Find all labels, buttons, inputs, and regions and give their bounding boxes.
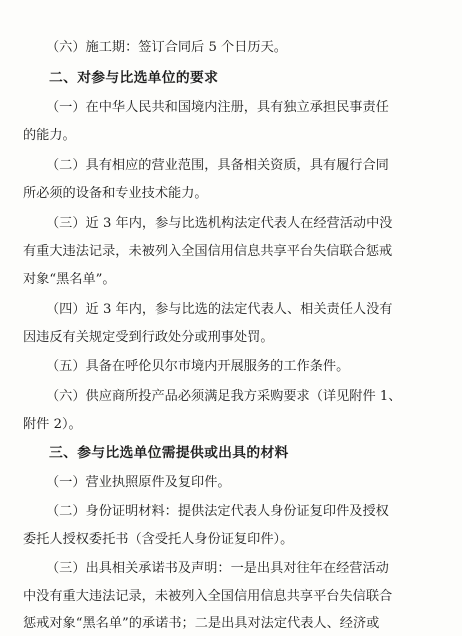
- text-line-req-5: （五）具备在呼伦贝尔市境内开展服务的工作条件。: [46, 359, 350, 374]
- text-line-req-2a: （二）具有相应的营业范围，具备相关资质，具有履行合同: [46, 158, 389, 173]
- text-line-mat-1: （一）营业执照原件及复印件。: [46, 475, 231, 490]
- section-heading-requirements: 二、对参与比选单位的要求: [49, 70, 219, 86]
- text-line-req-2b: 所必须的设备和专业技术能力。: [23, 186, 208, 201]
- text-line-req-6a: （六）供应商所投产品必须满足我方采购要求（详见附件 1、: [46, 389, 402, 404]
- text-line-mat-3b: 中没有重大违法记录，未被列入全国信用信息共享平台失信联合: [23, 589, 393, 604]
- text-line-req-3b: 有重大违法记录，未被列入全国信用信息共享平台失信联合惩戒: [23, 244, 393, 259]
- text-line-req-6b: 附件 2）。: [23, 417, 82, 432]
- text-line-req-1a: （一）在中华人民共和国境内注册，具有独立承担民事责任: [46, 100, 389, 115]
- text-line-mat-3a: （三）出具相关承诺书及声明：一是出具对往年在经营活动: [46, 561, 389, 576]
- text-line-construction-period: （六）施工期：签订合同后 5 个日历天。: [46, 40, 287, 55]
- text-line-req-3c: 对象“黑名单”。: [23, 272, 116, 287]
- text-line-req-4a: （四）近 3 年内，参与比选的法定代表人、相关责任人没有: [46, 302, 393, 317]
- text-line-mat-2b: 委托人授权委托书（含受托人身份证复印件）。: [23, 532, 294, 547]
- section-heading-materials: 三、参与比选单位需提供或出具的材料: [49, 445, 289, 461]
- text-line-mat-2a: （二）身份证明材料：提供法定代表人身份证复印件及授权: [46, 504, 389, 519]
- text-line-req-1b: 的能力。: [23, 128, 76, 143]
- text-line-req-4b: 因违反有关规定受到行政处分或刑事处罚。: [23, 330, 274, 345]
- text-line-req-3a: （三）近 3 年内，参与比选机构法定代表人在经营活动中没: [46, 216, 393, 231]
- text-line-mat-3c: 惩戒对象“黑名单”的承诺书；二是出具对法定代表人、经济或: [23, 616, 380, 631]
